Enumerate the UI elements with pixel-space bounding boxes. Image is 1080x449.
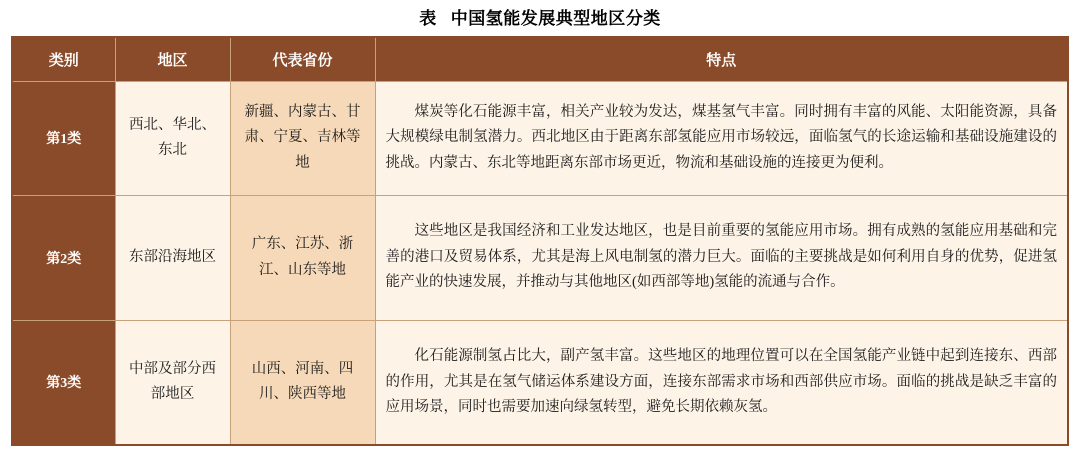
table-row [12,195,1068,320]
cell-category: 第1类 [12,81,115,195]
table-body [12,81,1068,445]
cell-provinces: 广东、江苏、浙江、山东等地 [230,195,375,320]
caption-title: 中国氢能发展典型地区分类 [450,9,661,28]
cell-provinces: 新疆、内蒙古、甘肃、宁夏、吉林等地 [230,81,375,195]
table-row [12,81,1068,195]
hydrogen-region-table [11,36,1069,446]
header-cell-feature: 特点 [375,37,1068,81]
header-cell-category: 类别 [12,37,115,81]
cell-feature: 煤炭等化石能源丰富，相关产业较为发达，煤基氢气丰富。同时拥有丰富的风能、太阳能资源，具备大规模绿电制氢潜力。西北地区由于距离东部氢能应用市场较远，面临氢气的长途运输和基础设施建设的挑战。内蒙古、东北等地距离东部市场更近，物流和基础设施的连接更为便利。 [375,81,1068,195]
cell-feature: 化石能源制氢占比大，副产氢丰富。这些地区的地理位置可以在全国氢能产业链中起到连接东、西部的作用，尤其是在氢气储运体系建设方面，连接东部需求市场和西部供应市场。面临的挑战是缺乏丰富的应用场景，同时也需要加速向绿氢转型，避免长期依赖灰氢。 [375,320,1068,445]
table-row [12,320,1068,445]
caption-label: 表 [419,9,437,28]
cell-region: 东部沿海地区 [115,195,230,320]
cell-feature: 这些地区是我国经济和工业发达地区，也是目前重要的氢能应用市场。拥有成熟的氢能应用基础和完善的港口及贸易体系，尤其是海上风电制氢的潜力巨大。面临的主要挑战是如何利用自身的优势，促进氢能产业的快速发展，并推动与其他地区(如西部等地)氢能的流通与合作。 [375,195,1068,320]
header-cell-region: 地区 [115,37,230,81]
header-row [12,37,1068,81]
cell-provinces: 山西、河南、四川、陕西等地 [230,320,375,445]
cell-category: 第2类 [12,195,115,320]
table-header [12,37,1068,81]
cell-category: 第3类 [12,320,115,445]
header-cell-province: 代表省份 [230,37,375,81]
table-caption [0,0,1080,36]
cell-region: 西北、华北、东北 [115,81,230,195]
cell-region: 中部及部分西部地区 [115,320,230,445]
